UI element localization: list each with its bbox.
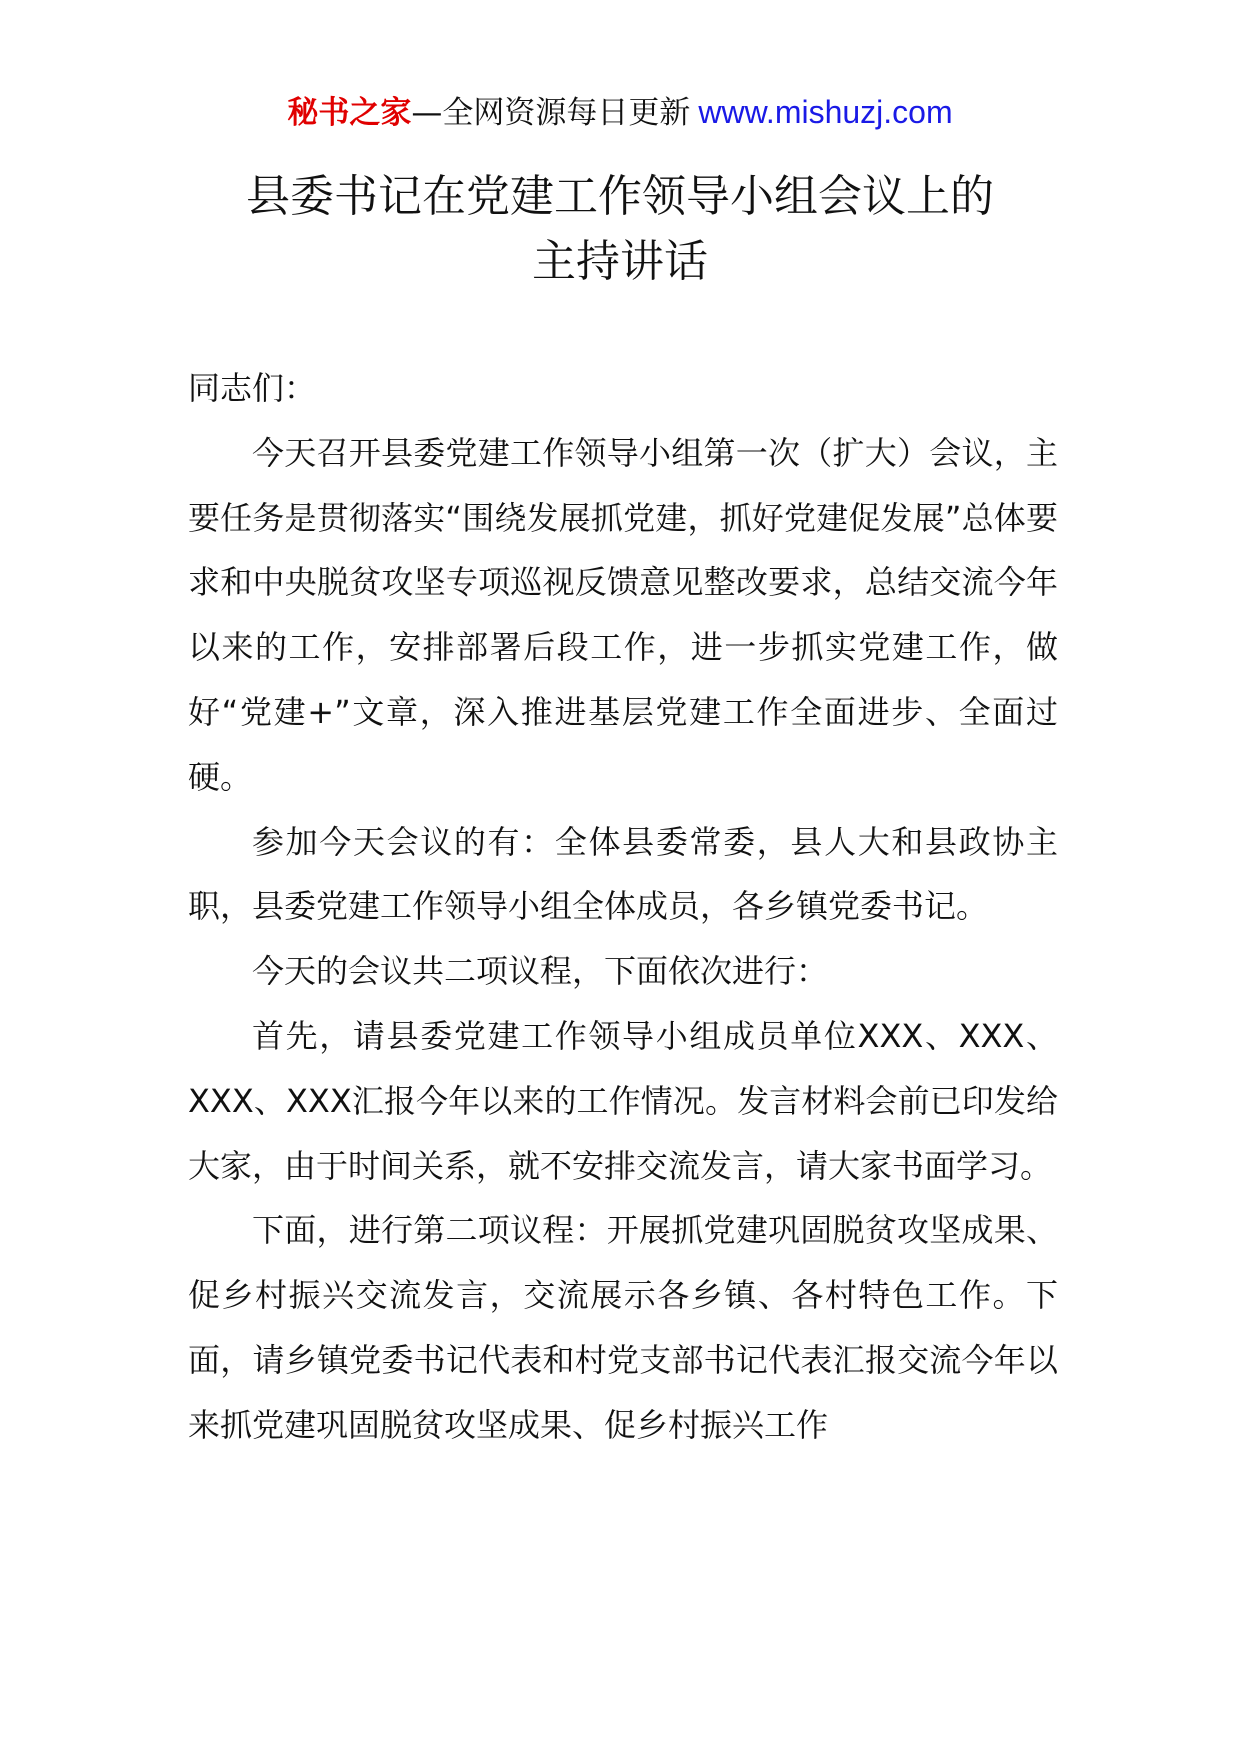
title-line-2: 主持讲话 [532, 236, 708, 287]
paragraph-3: 今天的会议共二项议程，下面依次进行： [252, 952, 829, 991]
site-url-link[interactable]: www.mishuzj.com [698, 94, 953, 130]
brand-name: 秘书之家 [287, 95, 412, 131]
title-line-1: 县委书记在党建工作领导小组会议上的 [246, 171, 994, 222]
document-title [0, 164, 1240, 294]
paragraph-5: 下面，进行第二项议程：开展抓党建巩固脱贫攻坚成果、促乡村振兴交流发言，交流展示各乡镇、各村特色工作。下面，请乡镇党委书记代表和村党支部书记代表汇报交流今年以来抓党建巩固脱贫攻坚成果、促乡村振兴工作 [188, 1211, 1058, 1444]
paragraph-4: 首先，请县委党建工作领导小组成员单位XXX、XXX、XXX、XXX汇报今年以来的工作情况。发言材料会前已印发给大家，由于时间关系，就不安排交流发言，请大家书面学习。 [188, 1016, 1058, 1185]
paragraph-1: 今天召开县委党建工作领导小组第一次（扩大）会议，主要任务是贯彻落实“围绕发展抓党建，抓好党建促发展”总体要求和中央脱贫攻坚专项巡视反馈意见整改要求，总结交流今年以来的工作，安排部署后段工作，进一步抓实党建工作，做好“党建+”文章，深入推进基层党建工作全面进步、全面过硬。 [188, 433, 1058, 796]
site-slogan: —全网资源每日更新 [411, 95, 691, 131]
document-body [188, 356, 1058, 1458]
salutation: 同志们： [188, 369, 317, 407]
paragraph-2: 参加今天会议的有：全体县委常委，县人大和县政协主职，县委党建工作领导小组全体成员，各乡镇党委书记。 [188, 822, 1058, 926]
site-header [0, 92, 1240, 133]
